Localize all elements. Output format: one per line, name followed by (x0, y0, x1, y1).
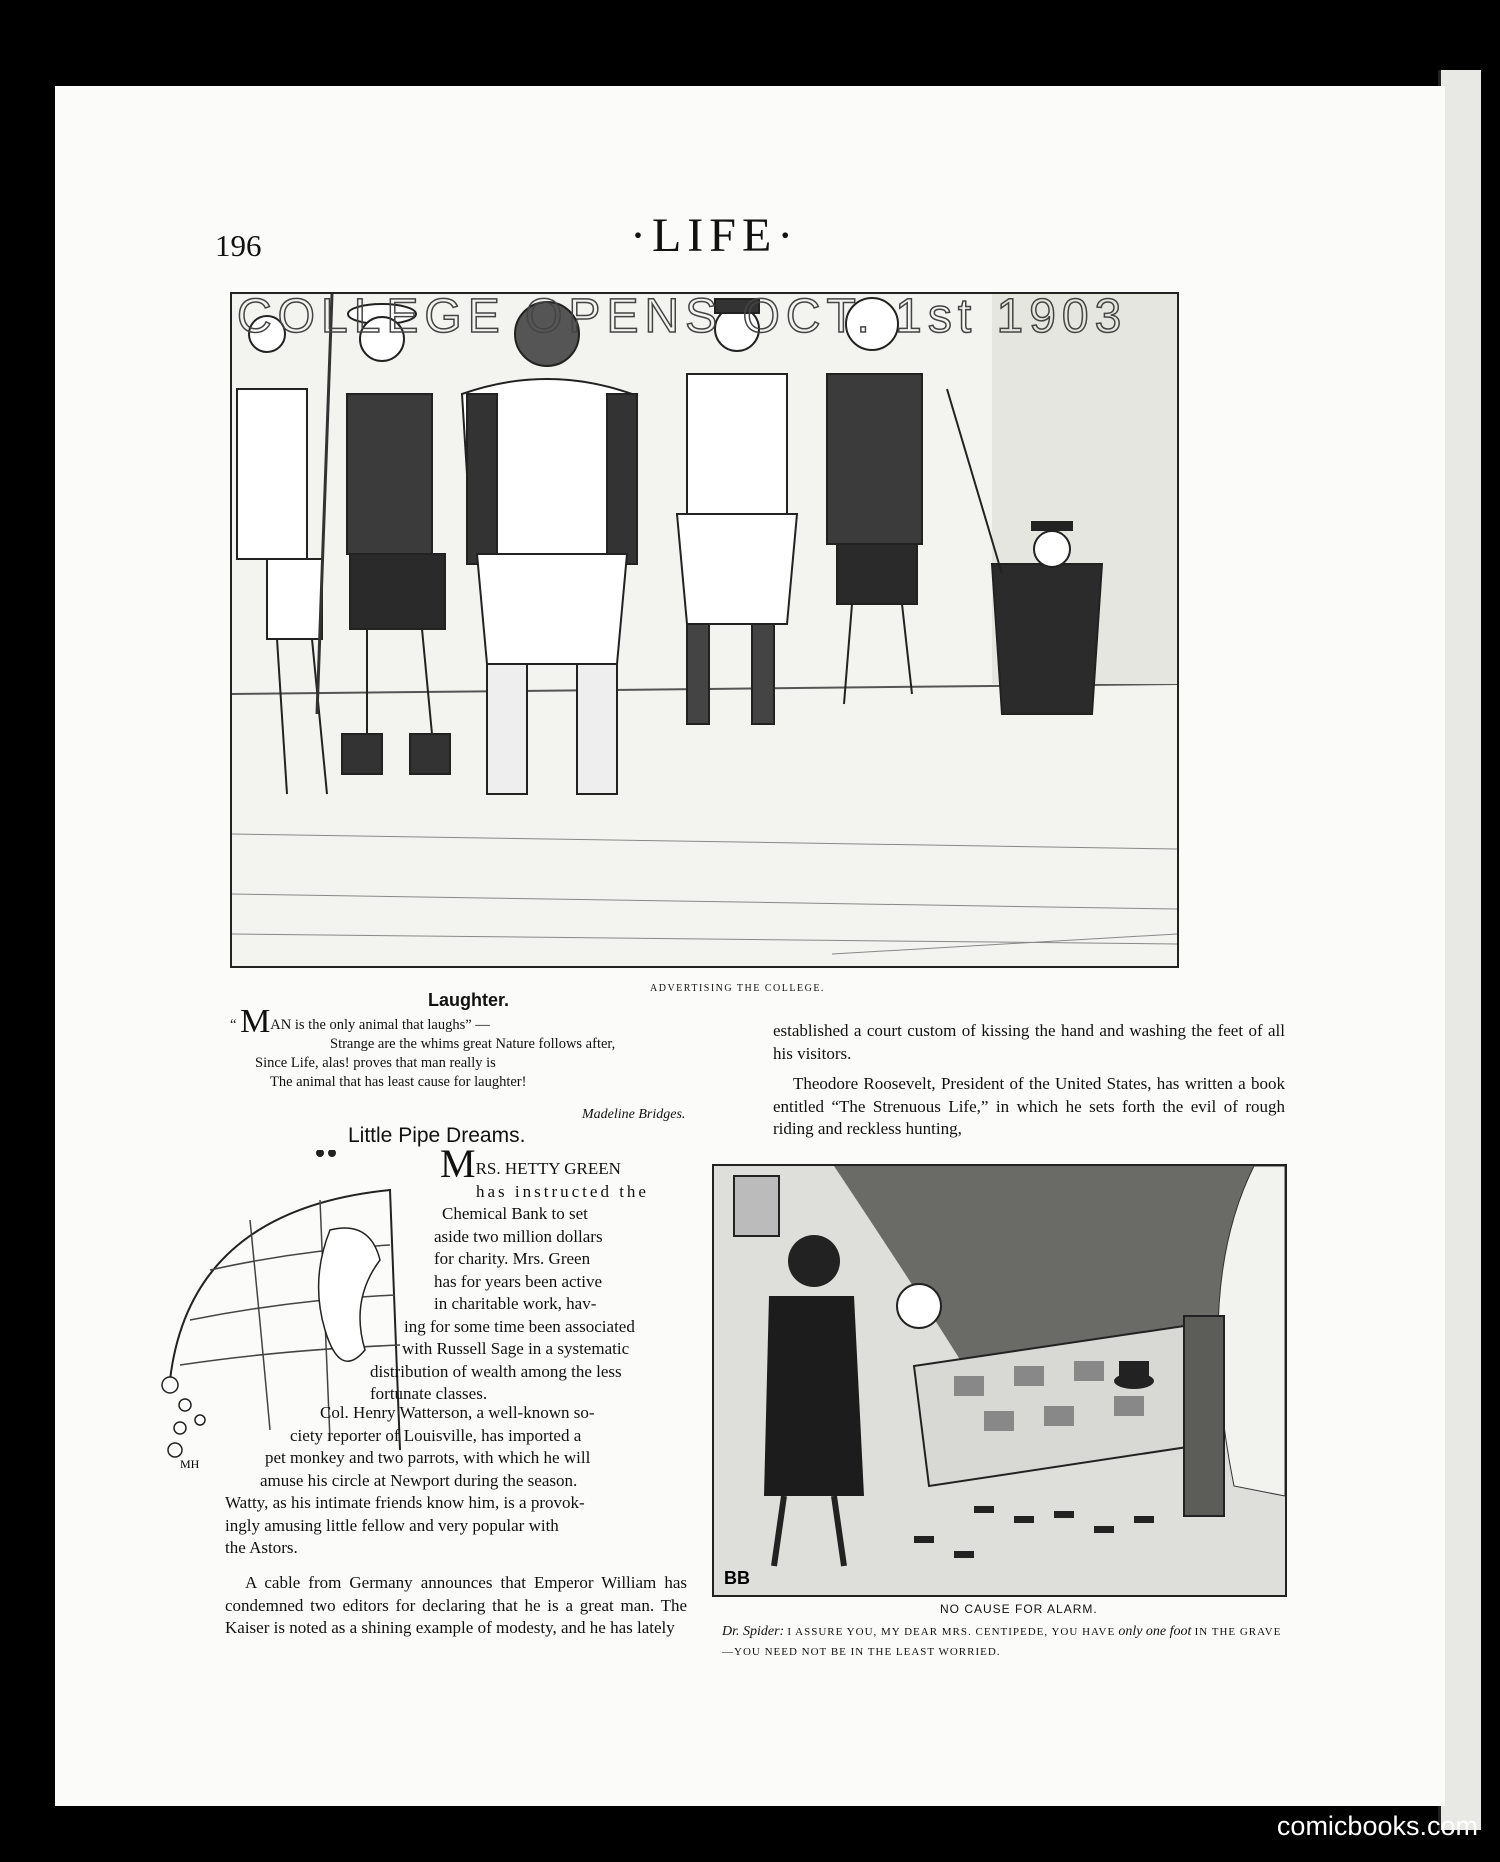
pipe-line-8: ing for some time been associated (404, 1316, 635, 1336)
poem-open-quote: “ (230, 1017, 237, 1033)
caption-line-a: I ASSURE YOU, MY DEAR MRS. CENTIPEDE, YOU HAVE (787, 1626, 1116, 1638)
college-athletes-illustration (230, 292, 1179, 968)
watterson-line-1: Col. Henry Watterson, a well-known so- (320, 1403, 595, 1422)
poem-line-1-text: AN is the only animal that laughs” — (270, 1017, 490, 1033)
poem-author: Madeline Bridges. (582, 1107, 686, 1122)
pipe-line-7: in charitable work, hav- (434, 1294, 597, 1313)
spider-cartoon-caption (722, 1622, 1282, 1662)
masthead-title: ·LIFE· (630, 209, 800, 262)
caption-emphasis: only one foot (1118, 1624, 1192, 1639)
pipe-dreams-heading: Little Pipe Dreams. (348, 1124, 526, 1147)
pipe-line-1-text: RS. HETTY GREEN (475, 1159, 621, 1178)
pipe-line-9: with Russell Sage in a systematic (402, 1339, 630, 1358)
artist-monogram: BB (724, 1568, 750, 1588)
globe-artist-signature: MH (180, 1457, 200, 1470)
watterson-line-3: pet monkey and two parrots, with which he will (265, 1448, 591, 1467)
laughter-heading: Laughter. (428, 990, 510, 1010)
spider-drawing (714, 1166, 1285, 1595)
poem-line-3: Since Life, alas! proves that man really is (255, 1055, 496, 1071)
watterson-line-7: the Astors. (225, 1538, 298, 1557)
pipe-line-10: distribution of wealth among the less (370, 1361, 622, 1381)
pipe-line-3: Chemical Bank to set (442, 1204, 588, 1223)
site-watermark: comicbooks.com (1276, 1811, 1478, 1841)
banner-text: COLLEGE OPENS OCT. 1st 1903 (237, 294, 1128, 343)
watterson-line-6: ingly amusing little fellow and very popular with (225, 1515, 559, 1535)
caption-speaker: Dr. Spider: (722, 1624, 785, 1639)
spider-cartoon (712, 1164, 1287, 1597)
pipe-line-5: for charity. Mrs. Green (434, 1249, 591, 1268)
pipe-line-4: aside two million dollars (434, 1226, 603, 1246)
pipe-line-1 (440, 1141, 686, 1186)
illustration-drawing (232, 294, 1177, 966)
poem-line-2: Strange are the whims great Nature follows after, (330, 1036, 616, 1052)
spider-cartoon-title: NO CAUSE FOR ALARM. (940, 1602, 1098, 1616)
watterson-line-5: Watty, as his intimate friends know him, is a provok- (225, 1493, 585, 1512)
pipe-dropcap: M (440, 1141, 476, 1186)
right-column-text (773, 1020, 1285, 1149)
pipe-line-2: has instructed the (476, 1181, 649, 1201)
page-number: 196 (215, 228, 262, 263)
pipe-line-6: has for years been active (434, 1271, 603, 1291)
watterson-line-4: amuse his circle at Newport during the season. (260, 1470, 578, 1490)
pipe-line-11: fortunate classes. (370, 1384, 488, 1403)
watterson-line-2: ciety reporter of Louisville, has imported a (290, 1425, 582, 1445)
pipe-dreams-para1 (370, 1141, 686, 1406)
illustration-caption: ADVERTISING THE COLLEGE. (650, 983, 825, 994)
laughter-poem (230, 1003, 730, 1092)
poem-line-1 (230, 1003, 730, 1040)
caption-line-b: IN THE GRAVE—YOU NEED NOT BE IN THE LEAST WORRIED. (722, 1626, 1282, 1658)
poem-line-4: The animal that has least cause for laughter! (270, 1074, 527, 1090)
right-para-1: established a court custom of kissing the hand and washing the feet of all his visitors. (773, 1021, 1285, 1063)
pipe-dreams-para2 (225, 1402, 687, 1560)
pipe-dreams-para3: A cable from Germany announces that Emperor William has condemned two editors for declaring that he is a great man. The Kaiser is noted as a shining example of modesty, and he has lately (225, 1573, 687, 1637)
right-para-2: Theodore Roosevelt, President of the United States, has written a book entitled “The Strenuous Life,” in which he sets forth the evil of rough riding and reckless hunting, (773, 1074, 1285, 1138)
poem-dropcap: M (240, 1003, 271, 1040)
